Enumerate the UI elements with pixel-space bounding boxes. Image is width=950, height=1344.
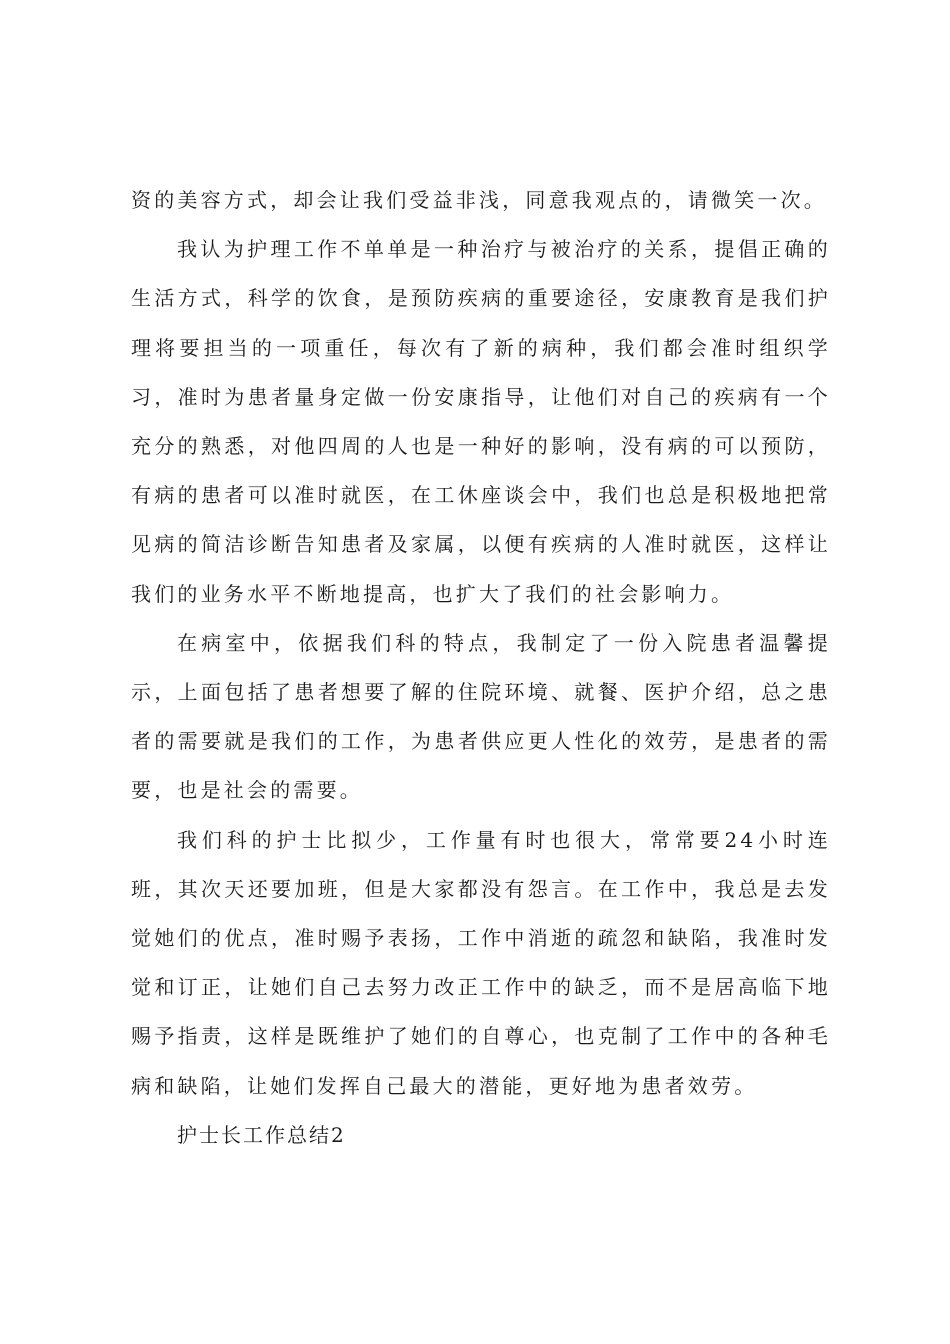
paragraph-ward-tips: 在病室中，依据我们科的特点，我制定了一份入院患者温馨提示，上面包括了患者想要了解的住院环境、就餐、医护介绍，总之患者的需要就是我们的工作，为患者供应更人性化的效劳，是患者的需要，也是社会的需要。 bbox=[131, 630, 831, 803]
document-body bbox=[131, 176, 831, 1160]
paragraph-nurse-staff: 我们科的护士比拟少，工作量有时也很大，常常要24小时连班，其次天还要加班，但是大家都没有怨言。在工作中，我总是去发觉她们的优点，准时赐予表扬，工作中消逝的疏忽和缺陷，我准时发觉和订正，让她们自己去努力改正工作中的缺乏，而不是居高临下地赐予指责，这样是既维护了她们的自尊心，也克制了工作中的各种毛病和缺陷，让她们发挥自己最大的潜能，更好地为患者效劳。 bbox=[131, 827, 831, 1098]
paragraph-continuation: 资的美容方式，却会让我们受益非浅，同意我观点的，请微笑一次。 bbox=[131, 188, 827, 212]
section-heading: 护士长工作总结2 bbox=[177, 1122, 346, 1147]
paragraph-health-education: 我认为护理工作不单单是一种治疗与被治疗的关系，提倡正确的生活方式，科学的饮食，是预防疾病的重要途径，安康教育是我们护理将要担当的一项重任，每次有了新的病种，我们都会准时组织学习，准时为患者量身定做一份安康指导，让他们对自己的疾病有一个充分的熟悉，对他四周的人也是一种好的影响，没有病的可以预防，有病的患者可以准时就医，在工休座谈会中，我们也总是积极地把常见病的简洁诊断告知患者及家属，以便有疾病的人准时就医，这样让我们的业务水平不断地提高，也扩大了我们的社会影响力。 bbox=[131, 237, 831, 606]
